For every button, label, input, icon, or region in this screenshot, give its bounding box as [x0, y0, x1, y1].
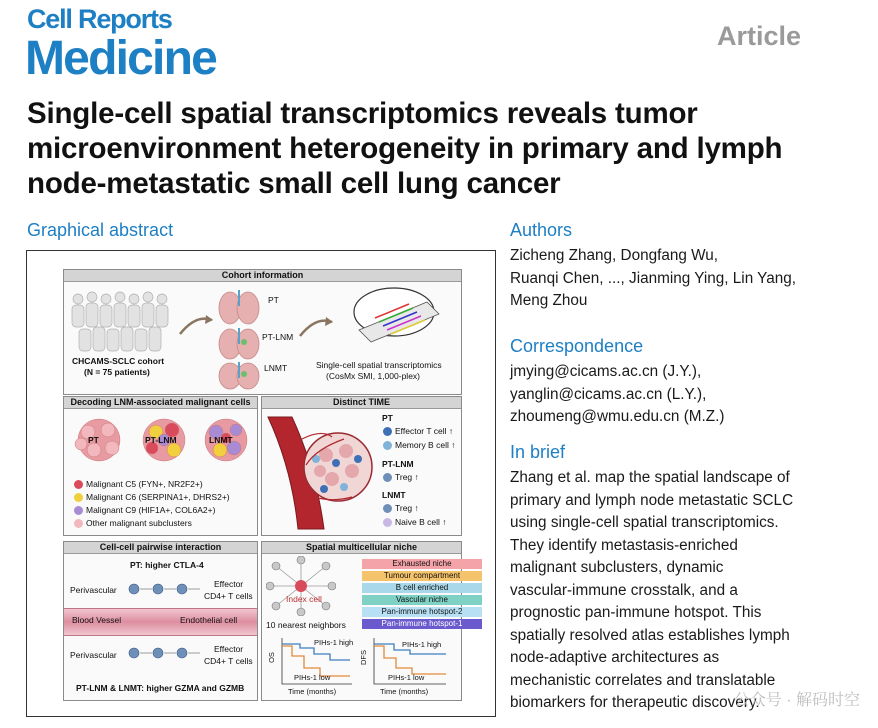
legend-dot — [74, 480, 83, 489]
km-left-high: PIHs-1 high — [314, 638, 354, 647]
legend-item: Malignant C5 (FYN+, NR2F2+) — [74, 479, 203, 490]
niche-chip: Vascular niche — [362, 595, 482, 605]
group-label-lnmt: LNMT — [209, 435, 233, 445]
cohort-size: (N = 75 patients) — [84, 367, 150, 377]
niche-chip: Exhausted niche — [362, 559, 482, 569]
cd4-label: CD4+ T cells — [204, 591, 253, 601]
cohort-header: Cohort information — [64, 270, 461, 282]
time-item: Effector T cell ↑ — [383, 426, 453, 437]
brief-line: spatially resolved atlas establishes lymph — [510, 626, 790, 644]
legend-item: Malignant C6 (SERPINA1+, DHRS2+) — [74, 492, 230, 503]
legend-dot — [74, 506, 83, 515]
niche-chip: Pan-immune hotspot-2 — [362, 607, 482, 617]
decoding-panel — [63, 396, 258, 536]
km-right-high: PIHs-1 high — [402, 640, 442, 649]
brief-line: node-adaptive architectures as — [510, 649, 720, 666]
brief-line: primary and lymph node metastatic SCLC — [510, 491, 794, 509]
lungs-icon — [214, 286, 264, 390]
km-right-low: PIHs-1 low — [388, 673, 425, 682]
arrow-icon — [176, 310, 216, 340]
cell-dot — [383, 518, 392, 527]
spatial-slide-icon — [339, 284, 449, 346]
t-cells-icon-2 — [124, 642, 204, 664]
perivascular-label-2: Perivascular — [70, 650, 117, 660]
graphical-abstract-figure — [26, 250, 496, 717]
cell-dot — [383, 473, 392, 482]
perivascular-label: Perivascular — [70, 585, 117, 595]
time-item: Memory B cell ↑ — [383, 440, 455, 451]
authors-line: Ruanqi Chen, ..., Jianming Ying, Lin Yang, — [510, 269, 797, 287]
authors-heading: Authors — [510, 220, 573, 240]
km-left-xlabel: Time (months) — [288, 687, 337, 696]
arrow-icon-2 — [296, 312, 336, 342]
brief-line: prognostic pan-immune hotspot. This — [510, 604, 762, 621]
neighbor-graph-icon — [266, 556, 336, 616]
niche-chip: B cell enriched — [362, 583, 482, 593]
brief-line: They identify metastasis-enriched — [510, 536, 738, 554]
method-line1: Single-cell spatial transcriptomics — [316, 360, 442, 370]
vessel-label: Blood Vessel — [72, 615, 122, 625]
journal-name-line2: Medicine — [25, 32, 216, 85]
cell-dot — [383, 504, 392, 513]
legend-dot — [74, 493, 83, 502]
km-right-ylabel: DFS — [359, 650, 368, 665]
km-left-low: PIHs-1 low — [294, 673, 331, 682]
neighbors-label: 10 nearest neighbors — [266, 620, 346, 630]
niche-header: Spatial multicellular niche — [262, 542, 461, 554]
niche-chip: Pan-immune hotspot-1 — [362, 619, 482, 629]
niche-chip: Tumour compartment — [362, 571, 482, 581]
cell-dot — [383, 441, 392, 450]
brief-line: vascular-immune crosstalk, and a — [510, 581, 738, 599]
authors-line: Meng Zhou — [510, 292, 588, 309]
decoding-header: Decoding LNM-associated malignant cells — [64, 397, 257, 409]
pt-ctla4-text: PT: higher CTLA-4 — [130, 560, 204, 570]
lnm-gzma-text: PT-LNM & LNMT: higher GZMA and GZMB — [76, 683, 245, 693]
brief-line: mechanistic correlates and translatable — [510, 671, 776, 689]
sample-label-lnmt: LNMT — [264, 363, 288, 373]
in-brief-text — [510, 467, 793, 715]
legend-dot — [74, 519, 83, 528]
index-cell-label: Index cell — [286, 594, 322, 604]
time-item: Treg ↑ — [383, 472, 419, 483]
in-brief-heading: In brief — [510, 442, 566, 462]
authors-list — [510, 245, 796, 313]
time-header: Distinct TIME — [262, 397, 461, 409]
endothelial-label: Endothelial cell — [180, 615, 238, 625]
t-cells-icon — [124, 578, 204, 600]
niche-panel — [261, 541, 462, 701]
group-label-pt-lnm: PT-LNM — [145, 435, 177, 445]
brief-line: malignant subclusters, dynamic — [510, 559, 724, 576]
effector-label-2: Effector — [214, 644, 244, 654]
journal-name-line1: Cell Reports — [27, 4, 172, 34]
km-right-xlabel: Time (months) — [380, 687, 429, 696]
article-type: Article — [717, 21, 802, 51]
group-label-pt: PT — [88, 435, 99, 445]
pairwise-header: Cell-cell pairwise interaction — [64, 542, 257, 554]
email-link[interactable]: jmying@cicams.ac.cn (J.Y.), — [510, 363, 702, 380]
cell-dot — [383, 427, 392, 436]
time-group-pt-lnm: PT-LNM — [382, 459, 414, 469]
time-item: Naive B cell ↑ — [383, 517, 447, 528]
method-line2: (CosMx SMI, 1,000-plex) — [326, 371, 420, 381]
paper-title: Single-cell spatial transcriptomics reveals tumor microenvironment heterogeneity in primary and lymph node-metastatic small cell lung cancer — [27, 97, 783, 200]
sample-label-pt: PT — [268, 295, 279, 305]
email-link[interactable]: zhoumeng@wmu.edu.cn (M.Z.) — [510, 408, 725, 425]
pairwise-panel — [63, 541, 258, 701]
time-panel — [261, 396, 462, 536]
legend-item: Malignant C9 (HIF1A+, COL6A2+) — [74, 505, 215, 516]
effector-label: Effector — [214, 579, 244, 589]
time-group-pt: PT — [382, 413, 393, 423]
time-group-lnmt: LNMT — [382, 490, 406, 500]
blood-vessel-icon — [262, 409, 380, 533]
brief-line: using single-cell spatial transcriptomics. — [510, 514, 779, 531]
brief-line: biomarkers for therapeutic discovery. — [510, 694, 760, 711]
email-link[interactable]: yanglin@cicams.ac.cn (L.Y.), — [510, 385, 707, 403]
sample-label-pt-lnm: PT-LNM — [262, 332, 294, 342]
cohort-panel — [63, 269, 462, 395]
km-left-ylabel: OS — [266, 652, 276, 663]
cd4-label-2: CD4+ T cells — [204, 656, 253, 666]
time-item: Treg ↑ — [383, 503, 419, 514]
patient-cohort-icon — [70, 285, 180, 355]
authors-line: Zicheng Zhang, Dongfang Wu, — [510, 247, 719, 264]
legend-item: Other malignant subclusters — [74, 518, 192, 529]
graphical-abstract-heading: Graphical abstract — [27, 220, 174, 240]
watermark: 公众号 · 解码时空 — [733, 692, 860, 709]
brief-line: Zhang et al. map the spatial landscape of — [510, 469, 790, 486]
cohort-name: CHCAMS-SCLC cohort — [72, 356, 165, 366]
correspondence-list — [510, 361, 724, 429]
correspondence-heading: Correspondence — [510, 336, 644, 356]
